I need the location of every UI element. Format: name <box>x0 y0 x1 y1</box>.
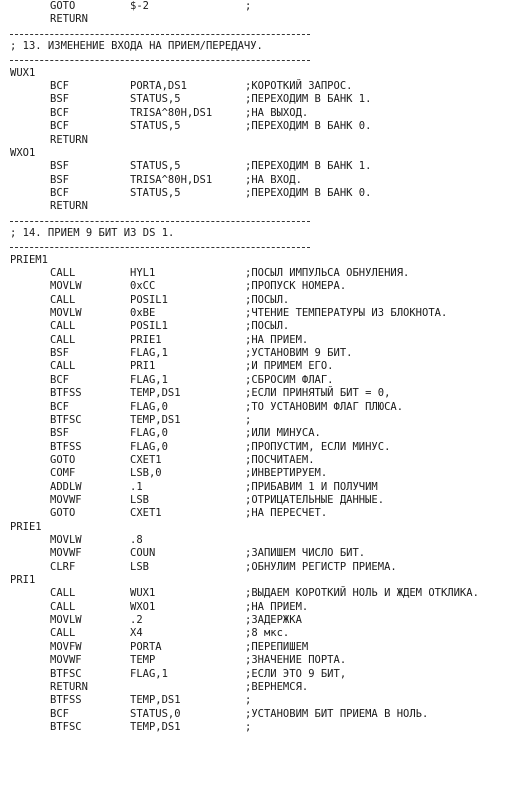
code-label: WUX1 <box>10 66 36 79</box>
code-comment: ;ЗАДЕРЖКА <box>245 614 302 627</box>
operand: HYL1 <box>130 267 156 279</box>
operand: FLAG,1 <box>130 347 168 360</box>
code-comment: ;ЕСЛИ ЭТО 9 БИТ, <box>245 667 347 680</box>
opcode: CALL <box>50 600 76 613</box>
opcode: RETURN <box>50 680 88 693</box>
opcode: BTFSC <box>50 720 82 733</box>
operand: LSB <box>130 493 149 506</box>
opcode: CALL <box>50 267 76 279</box>
code-comment: ;ПЕРЕХОДИМ В БАНК 0. <box>245 120 372 133</box>
opcode: COMF <box>50 467 76 480</box>
opcode: MOVWF <box>50 547 82 560</box>
code-comment: ;ЗНАЧЕНИЕ ПОРТА. <box>245 654 347 667</box>
section-heading-text: ; 14. ПРИЕМ 9 БИТ ИЗ DS 1. <box>10 226 175 239</box>
operand: POSIL1 <box>130 293 168 306</box>
operand: FLAG,1 <box>130 373 168 386</box>
opcode: GOTO <box>50 453 76 466</box>
code-comment: ; <box>245 720 252 733</box>
operand: LSB,0 <box>130 467 162 480</box>
code-comment: ;ЗАПИШЕМ ЧИСЛО БИТ. <box>245 547 366 560</box>
opcode: BSF <box>50 93 69 106</box>
dashed-rule <box>10 221 310 222</box>
code-comment: ;НА ВХОД. <box>245 173 302 186</box>
code-comment: ;ПРОПУСТИМ, ЕСЛИ МИНУС. <box>245 440 391 453</box>
operand: FLAG,0 <box>130 440 168 453</box>
operand: .8 <box>130 534 143 546</box>
code-comment: ;ПЕРЕХОДИМ В БАНК 1. <box>245 160 372 173</box>
operand: TRISA^80H,DS1 <box>130 106 213 119</box>
code-comment: ;ПОСЧИТАЕМ. <box>245 453 315 466</box>
operand: PORTA <box>130 640 162 653</box>
operand: STATUS,5 <box>130 93 181 106</box>
operand: $-2 <box>130 0 149 12</box>
opcode: BSF <box>50 160 69 173</box>
opcode: CALL <box>50 627 76 640</box>
operand: TEMP,DS1 <box>130 387 181 400</box>
code-label: PRIEM1 <box>10 253 48 266</box>
opcode: BCF <box>50 400 69 413</box>
operand: LSB <box>130 560 149 573</box>
operand: STATUS,5 <box>130 186 181 199</box>
opcode: RETURN <box>50 200 88 213</box>
operand: FLAG,0 <box>130 427 168 440</box>
code-comment: ;УСТАНОВИМ БИТ ПРИЕМА В НОЛЬ. <box>245 707 429 720</box>
code-comment: ;ОБНУЛИМ РЕГИСТР ПРИЕМА. <box>245 560 397 573</box>
operand: CXET1 <box>130 453 162 466</box>
opcode: CALL <box>50 320 76 333</box>
operand: .2 <box>130 614 143 627</box>
code-comment: ;И ПРИМЕМ ЕГО. <box>245 360 334 373</box>
section-heading-text: ; 13. ИЗМЕНЕНИЕ ВХОДА НА ПРИЕМ/ПЕРЕДАЧУ. <box>10 40 263 53</box>
operand: STATUS,5 <box>130 160 181 173</box>
opcode: ADDLW <box>50 480 82 493</box>
opcode: MOVWF <box>50 654 82 667</box>
opcode: CALL <box>50 293 76 306</box>
opcode: BTFSC <box>50 413 82 426</box>
operand: WXO1 <box>130 600 156 613</box>
code-comment: ; <box>245 694 252 707</box>
code-comment: ;ПОСЫЛ. <box>245 293 290 306</box>
code-comment: ;ВЫДАЕМ КОРОТКИЙ НОЛЬ И ЖДЕМ ОТКЛИКА. <box>245 587 479 600</box>
code-comment: ;8 мкс. <box>245 627 290 640</box>
code-comment: ;УСТАНОВИМ 9 БИТ. <box>245 347 353 360</box>
opcode: BSF <box>50 427 69 440</box>
opcode: GOTO <box>50 507 76 520</box>
operand: .1 <box>130 480 143 493</box>
code-comment: ;ПРИБАВИМ 1 И ПОЛУЧИМ <box>245 480 378 493</box>
opcode: RETURN <box>50 133 88 146</box>
opcode: BSF <box>50 347 69 360</box>
opcode: CALL <box>50 333 76 346</box>
code-label: WXO1 <box>10 146 36 159</box>
opcode: BSF <box>50 173 69 186</box>
opcode: BCF <box>50 186 69 199</box>
code-comment: ;ТО УСТАНОВИМ ФЛАГ ПЛЮСА. <box>245 400 404 413</box>
opcode: MOVLW <box>50 614 82 627</box>
opcode: RETURN <box>50 13 88 26</box>
operand: 0xBE <box>130 307 156 320</box>
opcode: BTFSC <box>50 667 82 680</box>
operand: TEMP,DS1 <box>130 694 181 707</box>
opcode: BTFSS <box>50 694 82 707</box>
operand: STATUS,5 <box>130 120 181 133</box>
operand: PORTA,DS1 <box>130 80 187 93</box>
code-comment: ;НА ПРИЕМ. <box>245 333 309 346</box>
opcode: BCF <box>50 120 69 133</box>
code-comment: ;НА ПРИЕМ. <box>245 600 309 613</box>
code-comment: ; <box>245 413 252 426</box>
dashed-rule <box>10 60 310 61</box>
code-comment: ;ПЕРЕХОДИМ В БАНК 1. <box>245 93 372 106</box>
opcode: BTFSS <box>50 387 82 400</box>
code-comment: ;ПОСЫЛ. <box>245 320 290 333</box>
opcode: BCF <box>50 80 69 93</box>
dashed-rule <box>10 34 310 35</box>
code-comment: ;ИЛИ МИНУСА. <box>245 427 321 440</box>
code-comment: ;ПРОПУСК НОМЕРА. <box>245 280 347 293</box>
code-comment: ;ПОСЫЛ ИМПУЛЬСА ОБНУЛЕНИЯ. <box>245 267 410 279</box>
code-label: PRI1 <box>10 574 36 587</box>
code-comment: ; <box>245 0 252 12</box>
opcode: BCF <box>50 373 69 386</box>
operand: 0xCC <box>130 280 156 293</box>
operand: PRI1 <box>130 360 156 373</box>
operand: PRIE1 <box>130 333 162 346</box>
opcode: CALL <box>50 360 76 373</box>
opcode: MOVWF <box>50 493 82 506</box>
code-comment: ;ИНВЕРТИРУЕМ. <box>245 467 328 480</box>
operand: FLAG,0 <box>130 400 168 413</box>
opcode: CLRF <box>50 560 76 573</box>
code-line <box>0 720 526 737</box>
opcode: MOVLW <box>50 307 82 320</box>
operand: TEMP,DS1 <box>130 413 181 426</box>
code-comment: ;СБРОСИМ ФЛАГ. <box>245 373 334 386</box>
code-comment: ;ЕСЛИ ПРИНЯТЫЙ БИТ = 0, <box>245 387 391 400</box>
operand: TEMP,DS1 <box>130 720 181 733</box>
code-comment: ;ЧТЕНИЕ ТЕМПЕРАТУРЫ ИЗ БЛОКНОТА. <box>245 307 448 320</box>
operand: X4 <box>130 627 143 640</box>
code-label: PRIE1 <box>10 520 42 533</box>
opcode: MOVLW <box>50 534 82 546</box>
opcode: BTFSS <box>50 440 82 453</box>
code-comment: ;НА ВЫХОД. <box>245 106 309 119</box>
code-comment: ;ПЕРЕПИШЕМ <box>245 640 309 653</box>
operand: FLAG,1 <box>130 667 168 680</box>
opcode: BCF <box>50 106 69 119</box>
dashed-rule <box>10 247 310 248</box>
operand: CXET1 <box>130 507 162 520</box>
opcode: MOVFW <box>50 640 82 653</box>
operand: TRISA^80H,DS1 <box>130 173 213 186</box>
operand: STATUS,0 <box>130 707 181 720</box>
operand: TEMP <box>130 654 156 667</box>
opcode: GOTO <box>50 0 76 12</box>
code-comment: ;ОТРИЦАТЕЛЬНЫЕ ДАННЫЕ. <box>245 493 385 506</box>
code-comment: ;КОРОТКИЙ ЗАПРОС. <box>245 80 353 93</box>
operand: POSIL1 <box>130 320 168 333</box>
operand: COUN <box>130 547 156 560</box>
code-comment: ;ВЕРНЕМСЯ. <box>245 680 309 693</box>
opcode: CALL <box>50 587 76 600</box>
opcode: MOVLW <box>50 280 82 293</box>
code-comment: ;ПЕРЕХОДИМ В БАНК 0. <box>245 186 372 199</box>
code-comment: ;НА ПЕРЕСЧЕТ. <box>245 507 328 520</box>
opcode: BCF <box>50 707 69 720</box>
operand: WUX1 <box>130 587 156 600</box>
